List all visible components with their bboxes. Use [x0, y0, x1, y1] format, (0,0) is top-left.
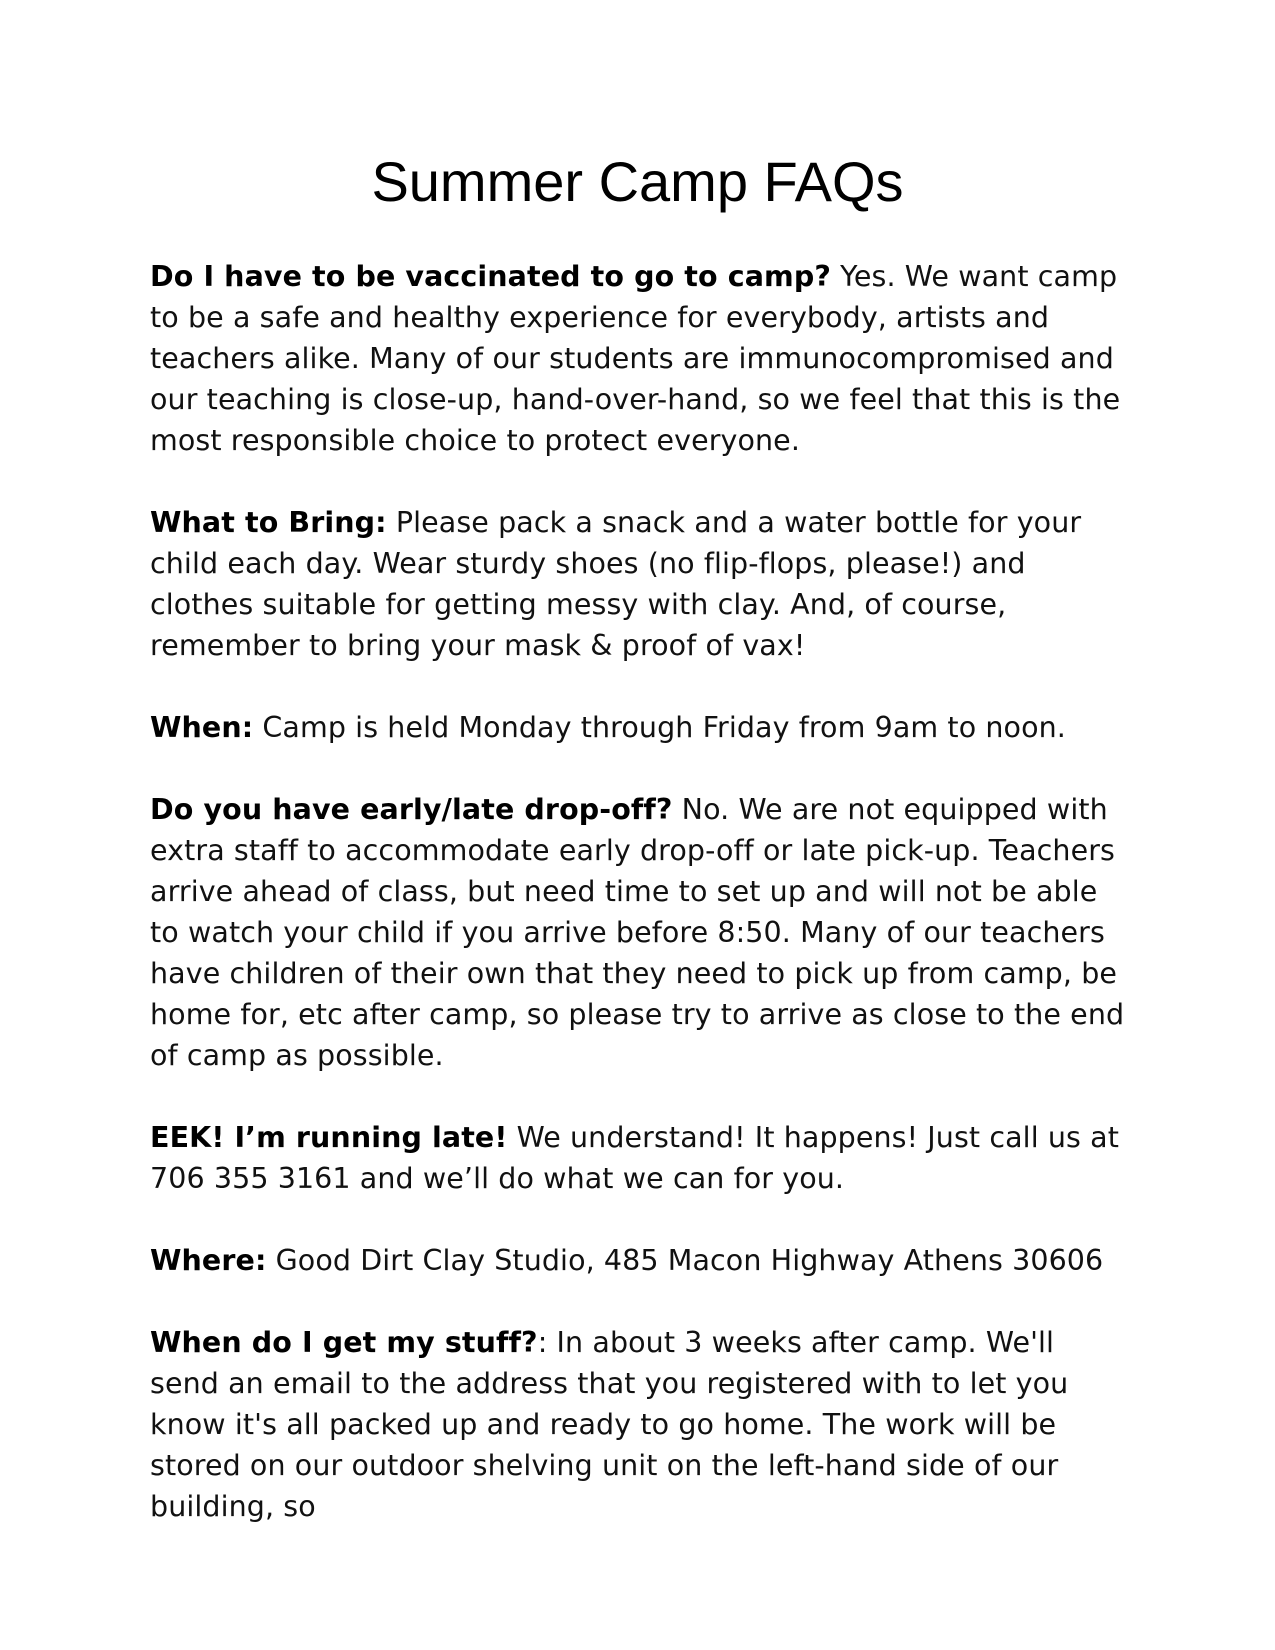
faq-when [150, 707, 1130, 748]
faq-question: What to Bring: [150, 506, 387, 539]
faq-answer: Please pack a snack and a water bottle for your child each day. Wear sturdy shoes (no flip-flops, please!) and clothes suitable for getting messy with clay. And, of course, remember to bring your mask & proof of vax! [150, 506, 1082, 662]
faq-question: When: [150, 711, 254, 744]
faq-pickup-work [150, 1322, 1130, 1527]
faq-question: Do you have early/late drop-off? [150, 793, 673, 826]
faq-question: Where: [150, 1244, 267, 1277]
faq-answer: We understand! It happens! Just call us at 706 355 3161 and we’ll do what we can for you. [150, 1121, 1119, 1195]
faq-running-late [150, 1117, 1130, 1199]
faq-answer: Camp is held Monday through Friday from 9am to noon. [253, 711, 1066, 744]
faq-question: Do I have to be vaccinated to go to camp? [150, 260, 831, 293]
faq-drop-off [150, 789, 1130, 1076]
faq-where [150, 1240, 1130, 1281]
faq-answer: Good Dirt Clay Studio, 485 Macon Highway Athens 30606 [266, 1244, 1104, 1277]
faq-question: When do I get my stuff? [150, 1326, 538, 1359]
faq-question: EEK! I’m running late! [150, 1121, 508, 1154]
faq-answer: : In about 3 weeks after camp. We'll send an email to the address that you registered with to let you know it's all packed up and ready to go home. The work will be stored on our outdoor shelving unit on the left-hand side of our building, so [150, 1326, 1069, 1523]
faq-what-to-bring [150, 502, 1130, 666]
page-title: Summer Camp FAQs [371, 150, 904, 213]
faq-answer: No. We are not equipped with extra staff to accommodate early drop-off or late pick-up. Teachers arrive ahead of class, but need time to set up and will not be able to watch your child if you arrive before 8:50. Many of our teachers have children of their own that they need to pick up from camp, be home for, etc after camp, so please try to arrive as close to the end of camp as possible. [150, 793, 1125, 1072]
faq-vaccination [150, 256, 1130, 461]
faq-answer: Yes. We want camp to be a safe and healthy experience for everybody, artists and teachers alike. Many of our students are immunocompromised and our teaching is close-up, hand-over-hand, so we feel that this is the most responsible choice to protect everyone. [150, 260, 1121, 457]
